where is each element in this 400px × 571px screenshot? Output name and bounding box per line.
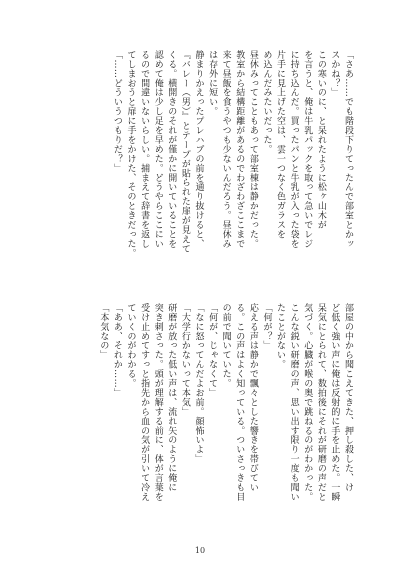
text-column: この寒いのに、と呆れたように松ヶ山木が: [315, 50, 326, 230]
text-column: め込んだみたいだった。: [261, 50, 272, 154]
text-column: 「大学行かないって本気」: [179, 303, 190, 417]
text-column: 「何が？」: [261, 303, 272, 351]
text-column: 部屋の中から聞こえてきた、押し殺した、け: [343, 303, 353, 492]
text-column: ど低く強い声に俺は反射的に手を止めた。一瞬: [329, 303, 340, 502]
text-column: 「何が、じゃなくて」: [207, 303, 218, 398]
text-column: る。この声はよく知っている。ついさっきも目: [234, 303, 245, 502]
text-column: の前で聞いていた。: [220, 303, 231, 389]
text-column: 教室から結構距離があるのでわざわざここまで: [234, 50, 245, 249]
text-block-upper: [49, 50, 354, 270]
text-column: 「さあ……でも階段下りてったんで部室とかッ: [343, 50, 353, 249]
text-column: てしまおうと扉に手をかけた、そのときだった。: [125, 50, 136, 258]
text-column: 「なに怒ってんだよお前。顔怖いよ」: [193, 303, 204, 464]
text-column: 呆気にとられて、数拍後にそれが研磨の声だと: [315, 303, 326, 502]
text-column: 「……どういうつもりだ？」: [111, 50, 122, 173]
text-column: こんな鋭い研磨の声、思い出す限り一度も聞い: [288, 303, 299, 502]
text-column: 片手に見上げた空は、雲一つなく色ガラスを: [275, 50, 286, 239]
text-column: るので間違いないらしい。捕まえて辞書を返し: [139, 50, 150, 249]
text-column: 『バレー（男）』とテープが貼られた扉が見えて: [179, 50, 190, 254]
text-column: 受け止めてすっと指先から血の気が引いて冷え: [139, 303, 150, 502]
text-column: 静まりかえったプレハブの前を通り抜けると、: [193, 50, 204, 249]
text-column: ていくのがわかる。: [125, 303, 136, 389]
text-column: に持ち込んだ。買ったパンと牛乳が入った袋を: [288, 50, 299, 249]
text-column: 「本気なの」: [98, 303, 109, 360]
text-column: を言うと、俺は牛乳パックを取って急いでレジ: [302, 50, 313, 249]
text-column: 昼休みってこともあって部室棟は静かだった。: [247, 50, 258, 249]
text-column: は存外に短い。: [207, 50, 218, 117]
page-number: 10: [194, 546, 206, 555]
text-column: たことがない。: [275, 303, 286, 370]
text-column: 認めて俺は少し足を早めた。どうやらここにい: [152, 50, 163, 249]
text-column: 応える声は静かで飄々とした響きを帯びてい: [247, 303, 258, 492]
text-column: 研磨が放った低い声は、流れ矢のように俺に: [166, 303, 177, 492]
text-block-lower: [49, 303, 354, 525]
text-column: 「ああ、それか……」: [111, 303, 122, 398]
text-column: 突き刺さった。頭が理解する前に、体が言葉を: [152, 303, 163, 502]
text-column: くる。横開きのそれが僅かに開いていることを: [166, 50, 177, 249]
text-column: スかね？」: [329, 50, 340, 98]
text-column: 気づく。心臓が喉の奥で跳ねるのがわかった。: [302, 303, 313, 502]
text-column: 来て昼飯を食うやつも少ないんだろう。昼休み: [220, 50, 231, 249]
